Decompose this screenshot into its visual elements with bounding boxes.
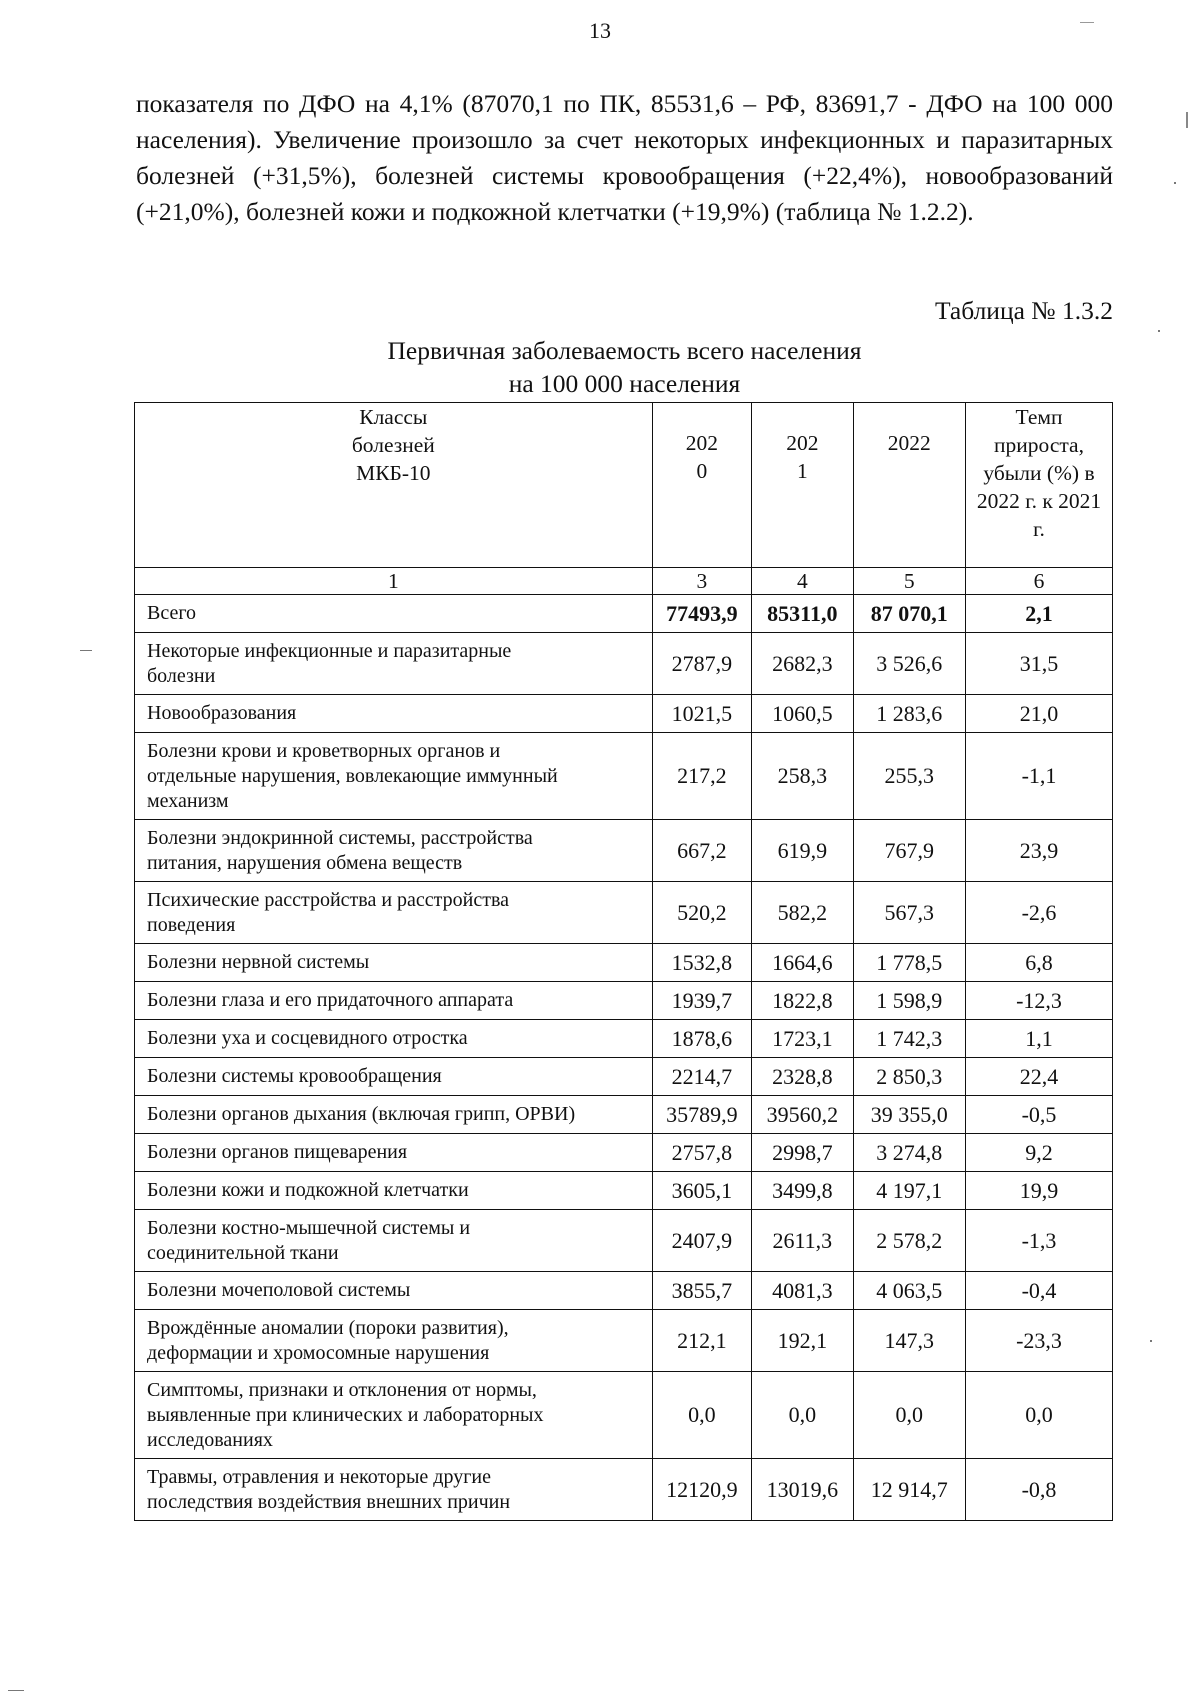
value-2022-cell: 39 355,0 xyxy=(853,1096,965,1134)
value-2022-cell: 1 742,3 xyxy=(853,1020,965,1058)
scan-speck xyxy=(1174,182,1176,184)
growth-rate-cell: -23,3 xyxy=(965,1310,1112,1372)
value-2021-cell: 258,3 xyxy=(752,733,854,820)
disease-class-cell xyxy=(135,733,653,820)
value-2020-cell: 2214,7 xyxy=(652,1058,751,1096)
scan-speck xyxy=(8,1690,24,1691)
disease-class-text: Новообразования xyxy=(147,702,297,724)
growth-rate-cell: -0,8 xyxy=(965,1459,1112,1521)
disease-class-text: Врождённые аномалии (пороки развития), xyxy=(147,1316,509,1339)
value-2020-cell: 1021,5 xyxy=(652,695,751,733)
value-2021-cell: 85311,0 xyxy=(752,595,854,633)
value-2020-cell: 212,1 xyxy=(652,1310,751,1372)
table-row xyxy=(135,882,1113,944)
header-year-2021 xyxy=(752,403,854,568)
disease-class-cell xyxy=(135,882,653,944)
value-2020-cell: 520,2 xyxy=(652,882,751,944)
value-2021-cell: 619,9 xyxy=(752,820,854,882)
disease-class-text: Травмы, отравления и некоторые другие xyxy=(147,1465,491,1488)
value-2021-cell: 39560,2 xyxy=(752,1096,854,1134)
value-2021-cell: 2998,7 xyxy=(752,1134,854,1172)
table-row xyxy=(135,1310,1113,1372)
value-2020-cell: 1939,7 xyxy=(652,982,751,1020)
header-text: Классы xyxy=(359,405,428,429)
page-number: 13 xyxy=(589,18,611,43)
scan-speck xyxy=(1080,22,1094,23)
disease-class-cell xyxy=(135,820,653,882)
value-2021-cell: 1723,1 xyxy=(752,1020,854,1058)
growth-rate-cell: -1,3 xyxy=(965,1210,1112,1272)
growth-rate-cell: 19,9 xyxy=(965,1172,1112,1210)
value-2021-cell: 13019,6 xyxy=(752,1459,854,1521)
disease-class-text: последствия воздействия внешних причин xyxy=(147,1490,511,1513)
header-text: болезней xyxy=(351,433,435,457)
paragraph-line: 100 000 населения). Увеличение произошло за счет некоторых инфекционных и xyxy=(136,89,1114,154)
header-text: прироста, xyxy=(994,433,1084,457)
disease-class-text: Болезни уха и сосцевидного отростка xyxy=(147,1027,468,1049)
disease-class-text: Болезни кожи и подкожной клетчатки xyxy=(147,1179,469,1201)
scan-speck xyxy=(1186,112,1188,128)
growth-rate-cell: 1,1 xyxy=(965,1020,1112,1058)
value-2022-cell: 2 850,3 xyxy=(853,1058,965,1096)
disease-class-text: Болезни эндокринной системы, расстройства xyxy=(147,826,533,849)
table-row xyxy=(135,1172,1113,1210)
disease-class-text: Болезни костно-мышечной системы и xyxy=(147,1216,471,1239)
value-2021-cell: 4081,3 xyxy=(752,1272,854,1310)
value-2022-cell: 4 197,1 xyxy=(853,1172,965,1210)
table-row xyxy=(135,633,1113,695)
column-number: 1 xyxy=(135,568,653,595)
scan-speck xyxy=(1158,330,1160,332)
disease-class-text: Болезни системы кровообращения xyxy=(147,1065,442,1087)
value-2020-cell: 3605,1 xyxy=(652,1172,751,1210)
disease-class-text: исследованиях xyxy=(147,1428,273,1451)
disease-class-text: Болезни крови и кроветворных органов и xyxy=(147,739,501,762)
value-2020-cell: 2787,9 xyxy=(652,633,751,695)
column-number: 5 xyxy=(853,568,965,595)
disease-class-cell xyxy=(135,633,653,695)
disease-class-text: выявленные при клинических и лабораторных xyxy=(147,1403,544,1426)
value-2022-cell: 4 063,5 xyxy=(853,1272,965,1310)
intro-paragraph xyxy=(136,86,1113,230)
disease-class-text: поведения xyxy=(147,913,236,936)
header-year-2020 xyxy=(652,403,751,568)
value-2022-cell: 0,0 xyxy=(853,1372,965,1459)
growth-rate-cell: 9,2 xyxy=(965,1134,1112,1172)
value-2021-cell: 0,0 xyxy=(752,1372,854,1459)
column-number: 4 xyxy=(752,568,854,595)
disease-class-cell xyxy=(135,944,653,982)
scan-speck xyxy=(80,650,92,651)
header-text: 1 xyxy=(796,459,808,483)
value-2021-cell: 1664,6 xyxy=(752,944,854,982)
table-row xyxy=(135,1058,1113,1096)
disease-class-text: Болезни мочеполовой системы xyxy=(147,1279,411,1301)
disease-class-text: Болезни органов пищеварения xyxy=(147,1141,408,1163)
disease-class-cell xyxy=(135,1459,653,1521)
disease-class-cell xyxy=(135,1134,653,1172)
value-2020-cell: 2757,8 xyxy=(652,1134,751,1172)
disease-class-text: Симптомы, признаки и отклонения от нормы, xyxy=(147,1378,537,1401)
value-2022-cell: 3 274,8 xyxy=(853,1134,965,1172)
value-2020-cell: 12120,9 xyxy=(652,1459,751,1521)
value-2022-cell: 1 598,9 xyxy=(853,982,965,1020)
disease-class-cell xyxy=(135,1020,653,1058)
header-text: 202 xyxy=(786,431,819,455)
header-text: убыли (%) в xyxy=(983,461,1095,485)
disease-class-cell xyxy=(135,1272,653,1310)
header-text: г. xyxy=(1033,517,1045,541)
table-row xyxy=(135,1020,1113,1058)
scan-speck xyxy=(1150,1340,1152,1342)
disease-class-text: отдельные нарушения, вовлекающие иммунный xyxy=(147,764,558,787)
disease-class-text: Некоторые инфекционные и паразитарные xyxy=(147,639,512,662)
value-2021-cell: 2611,3 xyxy=(752,1210,854,1272)
disease-class-text: механизм xyxy=(147,789,229,812)
table-row xyxy=(135,982,1113,1020)
value-2022-cell: 1 283,6 xyxy=(853,695,965,733)
disease-class-text: питания, нарушения обмена веществ xyxy=(147,851,463,874)
table-row xyxy=(135,695,1113,733)
growth-rate-cell: -0,5 xyxy=(965,1096,1112,1134)
disease-class-text: Болезни органов дыхания (включая грипп, ОРВИ) xyxy=(147,1103,576,1125)
table-row xyxy=(135,733,1113,820)
table-row xyxy=(135,595,1113,633)
header-disease-class xyxy=(135,403,653,568)
disease-class-text: Психические расстройства и расстройства xyxy=(147,888,510,911)
disease-class-cell xyxy=(135,1096,653,1134)
value-2021-cell: 582,2 xyxy=(752,882,854,944)
disease-class-text: болезни xyxy=(147,664,216,687)
value-2020-cell: 217,2 xyxy=(652,733,751,820)
value-2021-cell: 2328,8 xyxy=(752,1058,854,1096)
disease-class-text: деформации и хромосомные нарушения xyxy=(147,1341,490,1364)
value-2021-cell: 192,1 xyxy=(752,1310,854,1372)
header-text: 202 xyxy=(685,431,718,455)
value-2020-cell: 1878,6 xyxy=(652,1020,751,1058)
growth-rate-cell: 23,9 xyxy=(965,820,1112,882)
growth-rate-cell: -2,6 xyxy=(965,882,1112,944)
value-2022-cell: 87 070,1 xyxy=(853,595,965,633)
table-title xyxy=(136,334,1113,400)
column-number-row xyxy=(135,568,1113,595)
value-2021-cell: 1822,8 xyxy=(752,982,854,1020)
column-number: 6 xyxy=(965,568,1112,595)
disease-class-text: Болезни глаза и его придаточного аппарата xyxy=(147,989,514,1011)
value-2020-cell: 1532,8 xyxy=(652,944,751,982)
growth-rate-cell: -1,1 xyxy=(965,733,1112,820)
value-2022-cell: 147,3 xyxy=(853,1310,965,1372)
table-header-row xyxy=(135,403,1113,568)
growth-rate-cell: 2,1 xyxy=(965,595,1112,633)
value-2020-cell: 667,2 xyxy=(652,820,751,882)
header-text: 0 xyxy=(696,459,708,483)
value-2020-cell: 35789,9 xyxy=(652,1096,751,1134)
table-title-line: Первичная заболеваемость всего населения xyxy=(387,336,862,365)
column-number: 3 xyxy=(652,568,751,595)
growth-rate-cell: 22,4 xyxy=(965,1058,1112,1096)
paragraph-line: новообразований (+21,0%), болезней кожи и подкожной клетчатки (+19,9%) xyxy=(136,161,1113,226)
growth-rate-cell: -12,3 xyxy=(965,982,1112,1020)
disease-class-cell xyxy=(135,1372,653,1459)
value-2022-cell: 567,3 xyxy=(853,882,965,944)
header-year-2022 xyxy=(853,403,965,568)
disease-class-cell xyxy=(135,982,653,1020)
value-2020-cell: 2407,9 xyxy=(652,1210,751,1272)
table-row xyxy=(135,820,1113,882)
paragraph-line: (таблица № 1.2.2). xyxy=(775,197,974,226)
table-title-line: на 100 000 населения xyxy=(508,369,741,398)
header-growth-rate xyxy=(965,403,1112,568)
table-number-label: Таблица № 1.3.2 xyxy=(934,296,1113,325)
value-2022-cell: 1 778,5 xyxy=(853,944,965,982)
value-2021-cell: 2682,3 xyxy=(752,633,854,695)
value-2022-cell: 3 526,6 xyxy=(853,633,965,695)
header-text: 2022 xyxy=(887,431,931,455)
disease-class-text: Болезни нервной системы xyxy=(147,951,370,973)
table-row xyxy=(135,1272,1113,1310)
value-2020-cell: 77493,9 xyxy=(652,595,751,633)
paragraph-line: показателя по ДФО на 4,1% (87070,1 по ПК, 85531,6 – РФ, 83691,7 - ДФО на xyxy=(136,89,1018,118)
disease-class-cell xyxy=(135,695,653,733)
header-text: Темп xyxy=(1015,405,1063,429)
value-2022-cell: 2 578,2 xyxy=(853,1210,965,1272)
growth-rate-cell: 6,8 xyxy=(965,944,1112,982)
table-row xyxy=(135,1096,1113,1134)
value-2020-cell: 0,0 xyxy=(652,1372,751,1459)
table-row xyxy=(135,1459,1113,1521)
header-text: 2022 г. к 2021 xyxy=(976,489,1102,513)
table-row xyxy=(135,1210,1113,1272)
header-text: МКБ-10 xyxy=(356,461,431,485)
disease-class-cell xyxy=(135,1058,653,1096)
value-2020-cell: 3855,7 xyxy=(652,1272,751,1310)
paragraph-line: паразитарных болезней (+31,5%), болезней системы кровообращения (+22,4%), xyxy=(136,125,1113,190)
disease-class-cell xyxy=(135,1310,653,1372)
growth-rate-cell: 21,0 xyxy=(965,695,1112,733)
table-row xyxy=(135,1134,1113,1172)
growth-rate-cell: -0,4 xyxy=(965,1272,1112,1310)
value-2022-cell: 255,3 xyxy=(853,733,965,820)
disease-class-text: соединительной ткани xyxy=(147,1241,339,1264)
value-2021-cell: 1060,5 xyxy=(752,695,854,733)
table-row xyxy=(135,1372,1113,1459)
disease-class-text: Всего xyxy=(147,602,197,624)
value-2021-cell: 3499,8 xyxy=(752,1172,854,1210)
table-row xyxy=(135,944,1113,982)
value-2022-cell: 12 914,7 xyxy=(853,1459,965,1521)
disease-class-cell xyxy=(135,595,653,633)
disease-class-cell xyxy=(135,1210,653,1272)
disease-class-cell xyxy=(135,1172,653,1210)
growth-rate-cell: 31,5 xyxy=(965,633,1112,695)
growth-rate-cell: 0,0 xyxy=(965,1372,1112,1459)
value-2022-cell: 767,9 xyxy=(853,820,965,882)
morbidity-table xyxy=(134,402,1113,1521)
